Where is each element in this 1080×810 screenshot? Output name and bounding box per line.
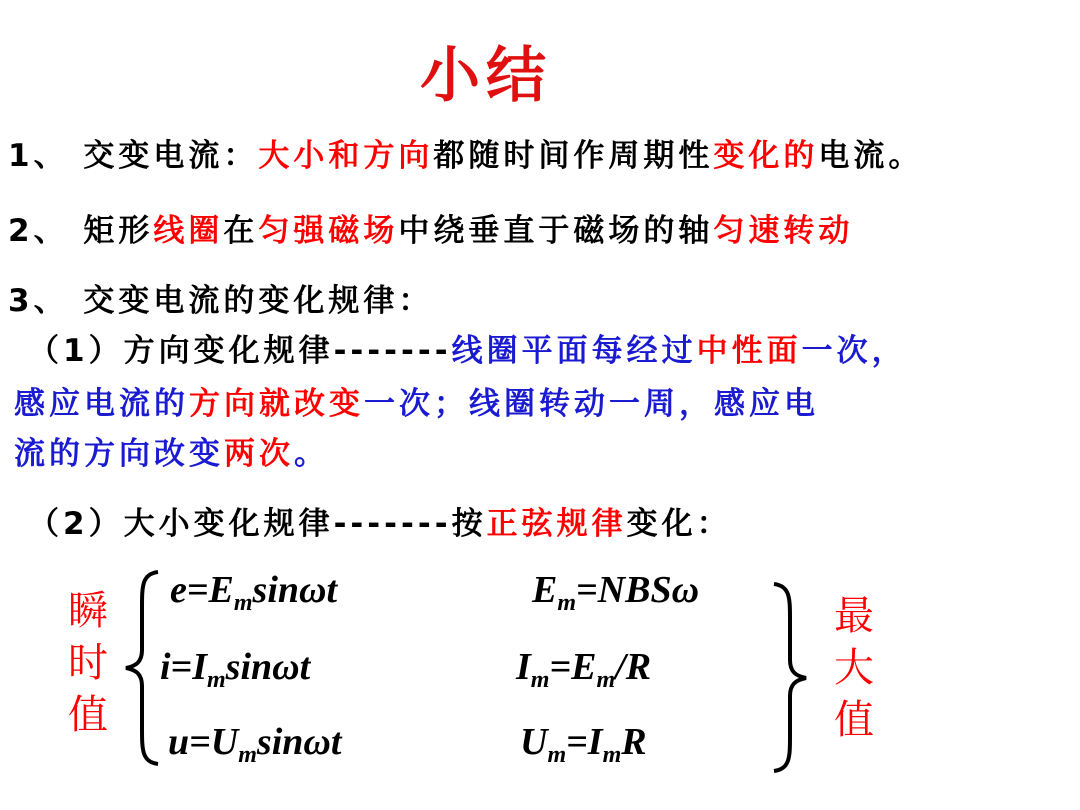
- formula-em: $E_m=NBS\omega$: [532, 569, 700, 616]
- rule-2: [28, 498, 732, 543]
- left-label-char-2: 时: [68, 640, 108, 686]
- line-2-text-b: 线圈: [153, 213, 224, 249]
- summary-line-1: [8, 130, 923, 175]
- line-1-text-b: 大小和方向: [258, 138, 434, 174]
- rule-1-row1-a: 线圈平面每经过: [451, 333, 697, 369]
- right-brace: [764, 580, 814, 775]
- formula-u: $u=U_m\sin\omega t$: [168, 721, 342, 768]
- rule-1-row-3: [14, 428, 329, 473]
- line-1-text-c: 都随时间作周期性: [433, 138, 714, 174]
- rule-1-row-1: [28, 325, 907, 370]
- rule-1-row3-b: 两次: [224, 436, 294, 472]
- right-label-char-2: 大: [834, 645, 874, 691]
- formula-e: $e=E_m\sin\omega t$: [170, 569, 338, 616]
- formula-im: $I_m=E_m/R$: [516, 646, 652, 693]
- left-label-char-3: 值: [68, 692, 108, 738]
- line-2-number: 2、: [8, 213, 69, 249]
- max-value-label: [830, 590, 878, 746]
- rule-1-head: （1）方向变化规律-------: [28, 333, 452, 369]
- rule-2-highlight: 正弦规律: [486, 506, 627, 542]
- left-label-char-1: 瞬: [68, 588, 108, 634]
- instantaneous-value-label: [66, 585, 110, 741]
- rule-1-row3-c: 。: [294, 436, 329, 472]
- page-title: 小结: [420, 41, 552, 111]
- rule-2-head: （2）大小变化规律-------按: [28, 506, 487, 542]
- right-label-char-3: 值: [834, 697, 874, 743]
- line-2-text-a: 矩形: [83, 213, 154, 249]
- line-2-text-f: 匀速转动: [713, 213, 854, 249]
- rule-1-row-2: [14, 378, 819, 423]
- summary-line-3: 3、 交变电流的变化规律：: [8, 283, 434, 319]
- rule-1-row2-b: 方向就改变: [189, 386, 364, 422]
- formula-um: $U_m=I_mR$: [520, 721, 647, 768]
- line-1-text-d: 变化的: [713, 138, 819, 174]
- line-1-text-e: 电流。: [818, 138, 924, 174]
- rule-1-row2-a: 感应电流的: [14, 386, 189, 422]
- line-1-number: 1、: [8, 138, 69, 174]
- rule-2-tail: 变化：: [626, 506, 732, 542]
- rule-1-row1-c: 一次，: [801, 333, 907, 369]
- line-2-text-c: 在: [223, 213, 259, 249]
- right-label-char-1: 最: [834, 593, 874, 639]
- rule-1-row1-b: 中性面: [696, 333, 802, 369]
- rule-1-row2-c: 一次；线圈转动一周，感应电: [364, 386, 819, 422]
- rule-1-row3-a: 流的方向改变: [14, 436, 224, 472]
- formula-i: $i=I_m\sin\omega t$: [160, 646, 311, 693]
- line-2-text-e: 中绕垂直于磁场的轴: [398, 213, 714, 249]
- line-1-text-a: 交变电流：: [83, 138, 259, 174]
- line-2-text-d: 匀强磁场: [258, 213, 399, 249]
- summary-line-2: [8, 205, 853, 250]
